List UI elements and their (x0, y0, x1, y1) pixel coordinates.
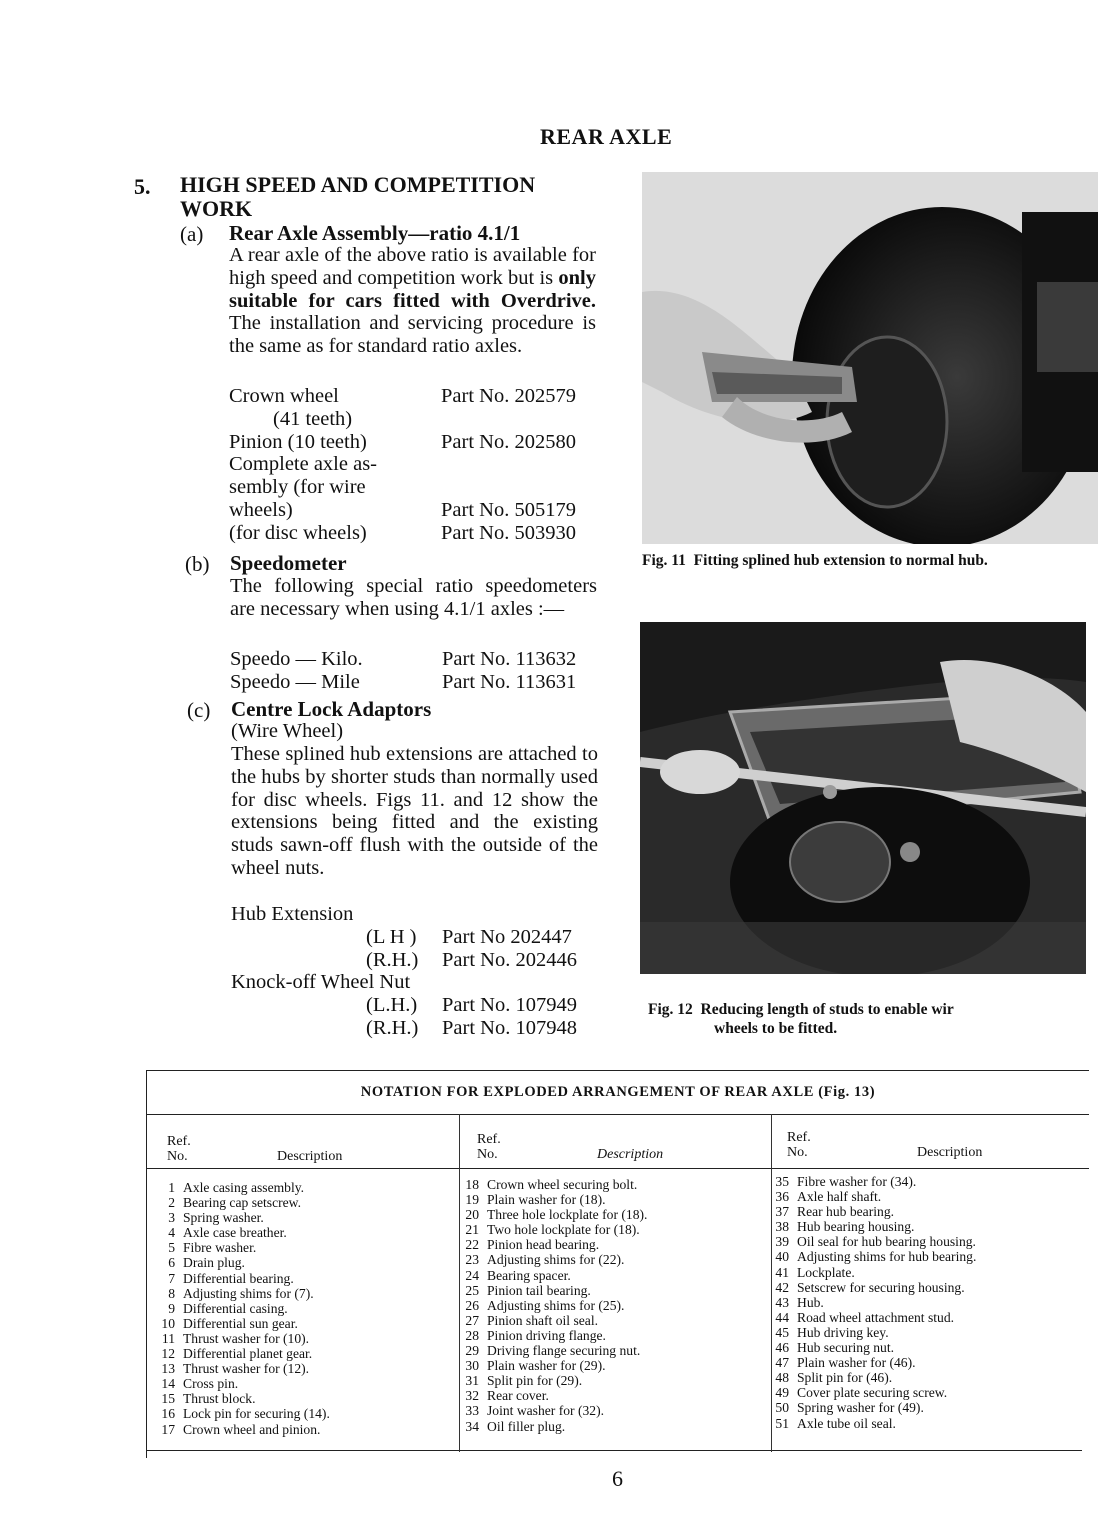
notation-description: Plain washer for (18). (487, 1192, 606, 1208)
col1-no-label: No. (167, 1149, 188, 1164)
notation-description: Pinion shaft oil seal. (487, 1312, 599, 1328)
subsection-a-title: Rear Axle Assembly—ratio 4.1/1 (229, 221, 521, 245)
notation-ref-number: 32 (465, 1388, 479, 1404)
notation-ref-number: 3 (168, 1210, 175, 1226)
notation-ref-number: 26 (465, 1297, 479, 1313)
wheel-nut-part-part-number: Part No. 107948 (442, 1016, 577, 1039)
table-bottom-rule (147, 1450, 1082, 1451)
notation-item (451, 1222, 647, 1237)
notation-item (761, 1370, 976, 1385)
col2-ref-label: Ref. (477, 1132, 501, 1147)
notation-description: Axle casing assembly. (183, 1180, 305, 1195)
notation-description: Cross pin. (183, 1376, 239, 1392)
notation-item (451, 1419, 647, 1434)
notation-description: Pinion tail bearing. (487, 1282, 591, 1298)
axle-part-part-number: Part No. 202580 (441, 430, 576, 453)
notation-description: Hub driving key. (797, 1324, 889, 1340)
notation-item (147, 1376, 330, 1391)
notation-item (451, 1192, 647, 1207)
notation-item (147, 1195, 330, 1210)
notation-ref-number: 48 (775, 1370, 789, 1386)
figure-12-photo (640, 622, 1086, 974)
notation-item (451, 1207, 647, 1222)
figure-12-caption-line2: wheels to be fitted. (714, 1020, 838, 1037)
notation-description: Axle case breather. (183, 1225, 287, 1241)
notation-description: Adjusting shims for (25). (487, 1297, 625, 1313)
notation-description: Differential casing. (183, 1300, 288, 1316)
notation-item (761, 1340, 976, 1355)
notation-item (451, 1388, 647, 1403)
subsection-a-letter: (a) (180, 222, 204, 246)
notation-item (761, 1249, 976, 1264)
notation-ref-number: 5 (168, 1240, 175, 1256)
notation-ref-number: 29 (465, 1343, 479, 1359)
notation-ref-number: 30 (465, 1358, 479, 1374)
notation-ref-number: 1 (168, 1180, 175, 1195)
notation-description: Differential bearing. (183, 1270, 294, 1286)
hub-extension-part-row (366, 949, 616, 972)
notation-ref-number: 18 (465, 1177, 479, 1192)
notation-item (761, 1265, 976, 1280)
notation-description: Crown wheel and pinion. (183, 1421, 321, 1437)
notation-ref-number: 33 (465, 1403, 479, 1419)
notation-item (147, 1210, 330, 1225)
notation-ref-number: 28 (465, 1327, 479, 1343)
figure-12-caption-line1: Reducing length of studs to enable wir (700, 1001, 954, 1018)
notation-item (761, 1355, 976, 1370)
axle-part-name: Crown wheel (229, 385, 339, 407)
notation-description: Fibre washer for (34). (797, 1174, 917, 1189)
notation-item (451, 1358, 647, 1373)
notation-item (451, 1343, 647, 1358)
notation-description: Adjusting shims for (22). (487, 1252, 625, 1268)
hub-extension-part-part-number: Part No 202447 (442, 926, 572, 948)
notation-ref-number: 37 (775, 1204, 789, 1220)
notation-description: Split pin for (29). (487, 1373, 583, 1389)
hub-extension-part-name: (R.H.) (366, 948, 419, 971)
notation-ref-number: 16 (161, 1406, 175, 1422)
notation-description: Thrust washer for (10). (183, 1330, 310, 1346)
notation-item (451, 1328, 647, 1343)
notation-description: Two hole lockplate for (18). (487, 1222, 640, 1238)
axle-part-name: Pinion (10 teeth) (229, 430, 367, 453)
notation-item (451, 1177, 647, 1192)
axle-part-name: (41 teeth) (273, 407, 353, 430)
notation-description: Setscrew for securing housing. (797, 1279, 965, 1295)
col1-ref-label: Ref. (167, 1134, 191, 1149)
notation-ref-number: 38 (775, 1219, 789, 1235)
notation-ref-number: 20 (465, 1207, 479, 1223)
axle-part-row (229, 476, 609, 499)
figure-11-caption (642, 551, 988, 570)
notation-column-1 (147, 1180, 330, 1437)
page-number: 6 (612, 1466, 623, 1491)
notation-description: Hub. (797, 1294, 824, 1310)
axle-part-row (229, 431, 609, 454)
notation-ref-number: 44 (775, 1309, 789, 1325)
notation-ref-number: 35 (775, 1174, 789, 1189)
subsection-b-parts-list (230, 648, 610, 694)
subsection-b-text: The following special ratio speedometers are necessary when using 4.1/1 axles :— (230, 575, 597, 620)
notation-description: Drain plug. (183, 1255, 245, 1271)
col3-ref-no-header (787, 1130, 811, 1160)
notation-description: Adjusting shims for (7). (183, 1285, 314, 1301)
notation-item (451, 1373, 647, 1388)
notation-description: Adjusting shims for hub bearing. (797, 1249, 977, 1265)
table-title-rule (147, 1114, 1089, 1115)
notation-item (761, 1280, 976, 1295)
notation-ref-number: 41 (775, 1264, 789, 1280)
figure-11-caption-text: Fitting splined hub extension to normal hub. (693, 552, 988, 569)
notation-ref-number: 17 (161, 1421, 175, 1437)
notation-ref-number: 51 (775, 1415, 789, 1431)
subsection-a-text-start: A rear axle of the above ratio is available for high speed and competition work but is (229, 244, 596, 289)
subsection-a-parts-list (229, 385, 609, 545)
notation-description: Cover plate securing screw. (797, 1385, 948, 1401)
speedo-part-row (230, 671, 610, 694)
notation-description: Rear cover. (487, 1388, 549, 1404)
notation-ref-number: 22 (465, 1237, 479, 1253)
speedo-part-part-number: Part No. 113631 (442, 670, 577, 693)
notation-column-3 (761, 1174, 976, 1431)
col2-description-header: Description (597, 1147, 664, 1162)
notation-ref-number: 19 (465, 1192, 479, 1208)
page-header-title: REAR AXLE (540, 124, 673, 149)
notation-ref-number: 8 (168, 1285, 175, 1301)
notation-ref-number: 14 (161, 1376, 175, 1392)
notation-item (451, 1252, 647, 1267)
notation-description: Lockplate. (797, 1264, 855, 1280)
notation-description: Fibre washer. (183, 1240, 257, 1256)
subsection-c-letter: (c) (187, 698, 211, 722)
axle-part-part-number: Part No. 503930 (441, 521, 576, 544)
notation-item (147, 1180, 330, 1195)
table-title: NOTATION FOR EXPLODED ARRANGEMENT OF REAR AXLE (Fig. 13) (360, 1084, 876, 1100)
subsection-b-letter: (b) (185, 552, 210, 576)
notation-item (761, 1204, 976, 1219)
notation-item (451, 1283, 647, 1298)
axle-part-part-number: Part No. 505179 (441, 498, 576, 521)
notation-description: Joint washer for (32). (487, 1403, 605, 1419)
notation-item (761, 1189, 976, 1204)
subsection-c-title: Centre Lock Adaptors (231, 697, 432, 721)
notation-item (147, 1225, 330, 1240)
notation-description: Split pin for (46). (797, 1370, 893, 1386)
speedo-part-row (230, 648, 610, 671)
notation-ref-number: 2 (168, 1195, 175, 1211)
notation-item (761, 1310, 976, 1325)
axle-part-name: wheels) (229, 498, 293, 521)
notation-description: Oil filler plug. (487, 1418, 566, 1434)
notation-description: Three hole lockplate for (18). (487, 1207, 648, 1223)
notation-item (761, 1385, 976, 1400)
notation-item (761, 1416, 976, 1431)
notation-ref-number: 40 (775, 1249, 789, 1265)
notation-description: Lock pin for securing (14). (183, 1406, 330, 1422)
notation-description: Bearing cap setscrew. (183, 1195, 302, 1211)
notation-description: Rear hub bearing. (797, 1204, 895, 1220)
col2-no-label: No. (477, 1147, 498, 1162)
figure-12-caption (648, 1000, 1088, 1038)
speedo-part-name: Speedo — Mile (230, 670, 360, 693)
notation-item (147, 1271, 330, 1286)
notation-item (451, 1268, 647, 1283)
axle-part-name: (for disc wheels) (229, 521, 367, 544)
col1-ref-no-header (167, 1134, 191, 1164)
notation-ref-number: 49 (775, 1385, 789, 1401)
subsection-a-text-bold: only suitable for cars fitted with Overdrive. (229, 266, 596, 312)
notation-ref-number: 21 (465, 1222, 479, 1238)
notation-ref-number: 31 (465, 1373, 479, 1389)
notation-ref-number: 39 (775, 1234, 789, 1250)
notation-ref-number: 36 (775, 1189, 789, 1205)
axle-part-part-number: Part No. 202579 (441, 385, 576, 407)
notation-item (147, 1346, 330, 1361)
col2-ref-no-header (477, 1132, 501, 1162)
subsection-c-text: These splined hub extensions are attached to the hubs by shorter studs than normally used for disc wheels. Figs 11. and 12 show the extensions being fitted and the existing studs sawn-off flush with the outside of the wheel nuts. (231, 743, 598, 879)
wheel-nut-part-name: (R.H.) (366, 1016, 419, 1039)
notation-item (147, 1361, 330, 1376)
table-header-rule (147, 1168, 1089, 1169)
notation-ref-number: 47 (775, 1355, 789, 1371)
notation-column-2 (451, 1177, 647, 1434)
notation-description: Hub securing nut. (797, 1340, 895, 1356)
notation-description: Differential planet gear. (183, 1346, 313, 1362)
notation-item (451, 1403, 647, 1418)
notation-item (147, 1331, 330, 1346)
notation-description: Differential sun gear. (183, 1315, 298, 1331)
notation-item (761, 1234, 976, 1249)
notation-description: Bearing spacer. (487, 1267, 571, 1283)
figure-11-label: Fig. 11 (642, 552, 686, 569)
notation-ref-number: 23 (465, 1252, 479, 1268)
notation-item (761, 1325, 976, 1340)
notation-ref-number: 24 (465, 1267, 479, 1283)
axle-part-row (229, 408, 609, 431)
subsection-a-text-end: The installation and servicing procedure is the same as for standard ratio axles. (229, 312, 596, 358)
hub-extension-part-name: (L H ) (366, 926, 417, 948)
notation-description: Thrust washer for (12). (183, 1361, 310, 1377)
notation-ref-number: 34 (465, 1418, 479, 1434)
axle-part-row (229, 453, 609, 476)
table-top-rule (147, 1070, 1089, 1071)
notation-description: Thrust block. (183, 1391, 256, 1407)
notation-ref-number: 15 (161, 1391, 175, 1407)
notation-ref-number: 4 (168, 1225, 175, 1241)
notation-ref-number: 46 (775, 1340, 789, 1356)
notation-ref-number: 6 (168, 1255, 175, 1271)
hub-fitting-illustration (642, 172, 1098, 544)
axle-part-row (229, 499, 609, 522)
notation-ref-number: 12 (161, 1346, 175, 1362)
notation-ref-number: 45 (775, 1324, 789, 1340)
notation-ref-number: 42 (775, 1279, 789, 1295)
notation-description: Road wheel attachment stud. (797, 1309, 955, 1325)
notation-ref-number: 7 (168, 1270, 175, 1286)
notation-item (147, 1286, 330, 1301)
speedo-part-part-number: Part No. 113632 (442, 648, 577, 670)
axle-part-row (229, 522, 609, 545)
hub-extension-parts (366, 926, 616, 972)
notation-description: Spring washer. (183, 1210, 264, 1226)
notation-description: Driving flange securing nut. (487, 1343, 641, 1359)
section-number: 5. (134, 174, 151, 199)
notation-item (147, 1391, 330, 1406)
speedo-part-name: Speedo — Kilo. (230, 648, 363, 670)
notation-description: Pinion head bearing. (487, 1237, 600, 1253)
notation-description: Plain washer for (29). (487, 1358, 606, 1374)
notation-item (761, 1295, 976, 1310)
subsection-a-text (229, 244, 596, 358)
wheel-nut-label: Knock-off Wheel Nut (231, 971, 411, 993)
notation-description: Plain washer for (46). (797, 1355, 916, 1371)
notation-ref-number: 27 (465, 1312, 479, 1328)
hub-extension-part-row (366, 926, 616, 949)
notation-ref-number: 9 (168, 1300, 175, 1316)
wheel-nut-part-part-number: Part No. 107949 (442, 994, 577, 1016)
notation-description: Axle half shaft. (797, 1189, 882, 1205)
wheel-nut-parts (366, 994, 616, 1040)
notation-item (147, 1255, 330, 1270)
figure-12-label: Fig. 12 (648, 1001, 693, 1018)
notation-description: Hub bearing housing. (797, 1219, 915, 1235)
col3-ref-label: Ref. (787, 1130, 811, 1145)
notation-ref-number: 11 (161, 1330, 175, 1346)
col3-no-label: No. (787, 1145, 808, 1160)
notation-description: Pinion driving flange. (487, 1327, 606, 1343)
stud-cutting-illustration (640, 622, 1086, 974)
axle-part-name: Complete axle as- (229, 453, 378, 476)
notation-item (451, 1298, 647, 1313)
notation-ref-number: 10 (161, 1315, 175, 1331)
notation-item (451, 1237, 647, 1252)
notation-ref-number: 13 (161, 1361, 175, 1377)
notation-description: Oil seal for hub bearing housing. (797, 1234, 976, 1250)
figure-11-photo (642, 172, 1098, 544)
notation-item (147, 1422, 330, 1437)
notation-item (761, 1219, 976, 1234)
col1-description-header: Description (277, 1149, 343, 1164)
wheel-nut-part-row (366, 1017, 616, 1040)
notation-description: Spring washer for (49). (797, 1400, 924, 1416)
wheel-nut-part-name: (L.H.) (366, 994, 418, 1016)
notation-ref-number: 43 (775, 1294, 789, 1310)
notation-item (147, 1316, 330, 1331)
notation-description: Crown wheel securing bolt. (487, 1177, 638, 1192)
section-title: HIGH SPEED AND COMPETITION WORK (180, 172, 536, 221)
wheel-nut-part-row (366, 994, 616, 1017)
notation-table (146, 1070, 1089, 1458)
axle-part-row (229, 385, 609, 408)
notation-item (147, 1406, 330, 1421)
hub-extension-part-part-number: Part No. 202446 (442, 948, 577, 971)
col3-description-header: Description (917, 1145, 983, 1160)
notation-item (451, 1313, 647, 1328)
hub-extension-label: Hub Extension (231, 903, 354, 925)
notation-item (761, 1400, 976, 1415)
notation-description: Axle tube oil seal. (797, 1415, 896, 1431)
subsection-b-title: Speedometer (230, 551, 347, 575)
axle-part-name: sembly (for wire (229, 476, 366, 499)
notation-item (147, 1301, 330, 1316)
notation-item (147, 1240, 330, 1255)
notation-ref-number: 25 (465, 1282, 479, 1298)
notation-ref-number: 50 (775, 1400, 789, 1416)
notation-item (761, 1174, 976, 1189)
subsection-c-subtitle: (Wire Wheel) (231, 720, 344, 742)
